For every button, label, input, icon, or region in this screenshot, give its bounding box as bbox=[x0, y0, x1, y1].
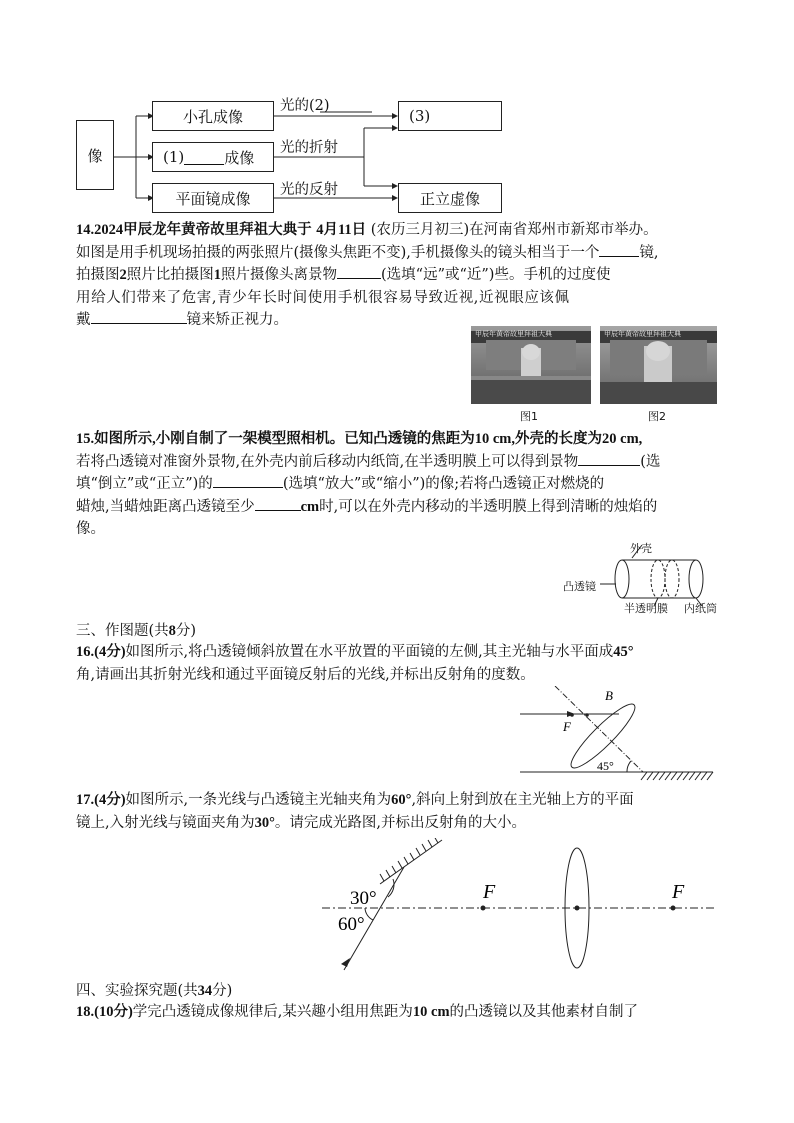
q17-text: 。请完成光路图,并标出反射角的大小。 bbox=[274, 814, 527, 831]
q14-blank-glasses[interactable] bbox=[91, 309, 187, 324]
q17-label-f-left: F bbox=[483, 881, 496, 903]
diagram-box-pinhole bbox=[152, 101, 274, 131]
diagram-result-box-1 bbox=[398, 101, 502, 131]
diagram-box-lens bbox=[152, 142, 274, 172]
q14-text: 用给人们带来了危害,青少年长时间使用手机很容易导致近视,近视眼应该佩 bbox=[76, 289, 570, 306]
section-3-score: 8 bbox=[168, 623, 176, 639]
q16-figure bbox=[515, 686, 715, 786]
question-17 bbox=[76, 789, 716, 834]
section-4-text: 分) bbox=[212, 983, 233, 999]
q14-text: 拍摄图 bbox=[76, 267, 120, 283]
q16-angle: 45° bbox=[613, 644, 634, 660]
q14-text: (选填“远”或“近”)些。手机的过度使 bbox=[381, 267, 611, 283]
q17-label-f-right: F bbox=[672, 881, 685, 903]
section-4-text: 四、实验探究题(共 bbox=[76, 983, 198, 999]
diagram-arrow-label-1: 光的(2) bbox=[280, 98, 330, 114]
diagram-root-label: 像 bbox=[87, 146, 103, 165]
q14-blank-distance[interactable] bbox=[337, 264, 381, 279]
q18-text: 学完凸透镜成像规律后,某兴趣小组用焦距为 bbox=[132, 1004, 413, 1020]
diagram-result-box-2 bbox=[398, 183, 502, 213]
q15-focal: 10 cm bbox=[474, 431, 512, 447]
section-3-text: 分) bbox=[175, 623, 197, 639]
q14-number: 14. bbox=[76, 222, 95, 238]
diagram-connectors bbox=[0, 0, 794, 220]
q16-text: 如图所示,将凸透镜倾斜放置在水平放置的平面镜的左侧,其主光轴与水平面成 bbox=[125, 644, 614, 660]
diagram-box-pinhole-label: 小孔成像 bbox=[182, 107, 243, 126]
q15-label-shell: 外壳 bbox=[630, 542, 652, 555]
question-18 bbox=[76, 1001, 716, 1024]
q15-text: 像。 bbox=[76, 521, 105, 537]
q14-text: (农历三月初三)在河南省郑州市新郑市举办。 bbox=[370, 222, 658, 238]
question-14 bbox=[76, 219, 716, 332]
q15-label-film: 半透明膜 bbox=[624, 602, 668, 615]
q14-text: 戴 bbox=[76, 312, 91, 328]
q14-photo-2-banner: 甲辰年黄帝故里拜祖大典 bbox=[604, 330, 681, 338]
section-3-title bbox=[76, 620, 196, 642]
diagram-box-mirror bbox=[152, 183, 274, 213]
diagram-result-label-2: 正立虚像 bbox=[419, 189, 480, 208]
q15-text: 填“倒立”或“正立”)的 bbox=[76, 476, 213, 492]
q14-fig2-caption: 图2 bbox=[648, 410, 666, 423]
q15-length: 20 cm bbox=[602, 431, 639, 447]
diagram-blank-3: (3) bbox=[409, 107, 431, 125]
diagram-arrow-label-2: 光的折射 bbox=[280, 140, 338, 156]
section-3-text: 三、作图题(共 bbox=[76, 623, 169, 639]
q17-text: 如图所示,一条光线与凸透镜主光轴夹角为 bbox=[125, 792, 392, 808]
section-4-title bbox=[76, 980, 232, 1002]
q14-fig-num: 1 bbox=[213, 267, 221, 283]
q14-text: 照片摄像头离景物 bbox=[221, 267, 337, 283]
q15-text: (选填“放大”或“缩小”)的像;若将凸透镜正对燃烧的 bbox=[282, 476, 605, 492]
q14-text: 镜来矫正视力。 bbox=[186, 312, 288, 328]
diagram-blank-1: (1) bbox=[163, 148, 185, 166]
q15-label-lens: 凸透镜 bbox=[563, 580, 596, 593]
q17-score: (4分) bbox=[94, 792, 126, 808]
q14-fig1-caption: 图1 bbox=[520, 410, 538, 423]
q17-angle-30: 30° bbox=[254, 814, 275, 831]
q14-text: 镜, bbox=[639, 244, 659, 261]
q15-text: 时,可以在外壳内移动的半透明膜上得到清晰的烛焰的 bbox=[319, 498, 658, 515]
q18-score: (10分) bbox=[94, 1004, 133, 1020]
q14-text: 如图是用手机现场拍摄的两张照片(摄像头焦距不变),手机摄像头的镜头相当于一个 bbox=[76, 244, 600, 261]
q16-label-b: B bbox=[605, 688, 613, 703]
q17-label-30: 30° bbox=[350, 888, 377, 909]
q16-score: (4分) bbox=[94, 644, 126, 660]
q14-blank-lens[interactable] bbox=[599, 242, 639, 257]
q18-number: 18. bbox=[76, 1004, 95, 1020]
q15-number: 15. bbox=[76, 431, 95, 447]
q17-text: ,斜向上射到放在主光轴上方的平面 bbox=[411, 792, 634, 808]
diagram-root-box bbox=[76, 120, 114, 190]
q15-blank-orientation[interactable] bbox=[578, 451, 640, 466]
q14-date: 4月11日 bbox=[316, 222, 367, 238]
q17-text: 镜上,入射光线与镜面夹角为 bbox=[76, 814, 255, 831]
q17-figure bbox=[320, 838, 720, 978]
q14-photo-1-banner: 甲辰年黄帝故里拜祖大典 bbox=[475, 330, 552, 338]
q17-angle-60: 60° bbox=[391, 792, 412, 808]
q14-text: 照片比拍摄图 bbox=[126, 267, 214, 283]
q14-text: 2024甲辰龙年黄帝故里拜祖大典于 bbox=[94, 222, 312, 238]
diagram-blank-1-line bbox=[184, 150, 224, 165]
q15-blank-distance[interactable] bbox=[255, 496, 301, 511]
diagram-arrow-label-3: 光的反射 bbox=[280, 182, 338, 198]
q17-label-60: 60° bbox=[338, 914, 365, 935]
q15-text: 蜡烛,当蜡烛距离凸透镜至少 bbox=[76, 498, 255, 515]
q18-focal: 10 cm bbox=[412, 1004, 450, 1020]
q17-number: 17. bbox=[76, 792, 95, 808]
q16-label-angle: 45° bbox=[597, 759, 614, 773]
question-16 bbox=[76, 641, 716, 686]
q15-label-tube: 内纸筒 bbox=[684, 602, 717, 615]
q15-text: 如图所示,小刚自制了一架模型照相机。已知凸透镜的焦距为 bbox=[94, 431, 475, 447]
q15-text: , bbox=[638, 431, 643, 447]
question-15 bbox=[76, 428, 716, 541]
q14-fig-num: 2 bbox=[119, 267, 127, 283]
diagram-box-lens-label: 成像 bbox=[224, 148, 255, 167]
q16-number: 16. bbox=[76, 644, 95, 660]
q16-text: 角,请画出其折射光线和通过平面镜反射后的光线,并标出反射角的度数。 bbox=[76, 666, 535, 683]
q15-unit: cm bbox=[300, 498, 320, 515]
q15-blank-size[interactable] bbox=[213, 473, 283, 488]
diagram-box-mirror-label: 平面镜成像 bbox=[175, 189, 251, 208]
section-4-score: 34 bbox=[197, 983, 213, 999]
q15-text: ,外壳的长度为 bbox=[511, 431, 603, 447]
q18-text: 的凸透镜以及其他素材自制了 bbox=[449, 1004, 639, 1020]
q15-text: (选 bbox=[640, 453, 661, 470]
q15-text: 若将凸透镜对准窗外景物,在外壳内前后移动内纸筒,在半透明膜上可以得到景物 bbox=[76, 453, 579, 470]
q16-label-f: F bbox=[563, 719, 571, 734]
